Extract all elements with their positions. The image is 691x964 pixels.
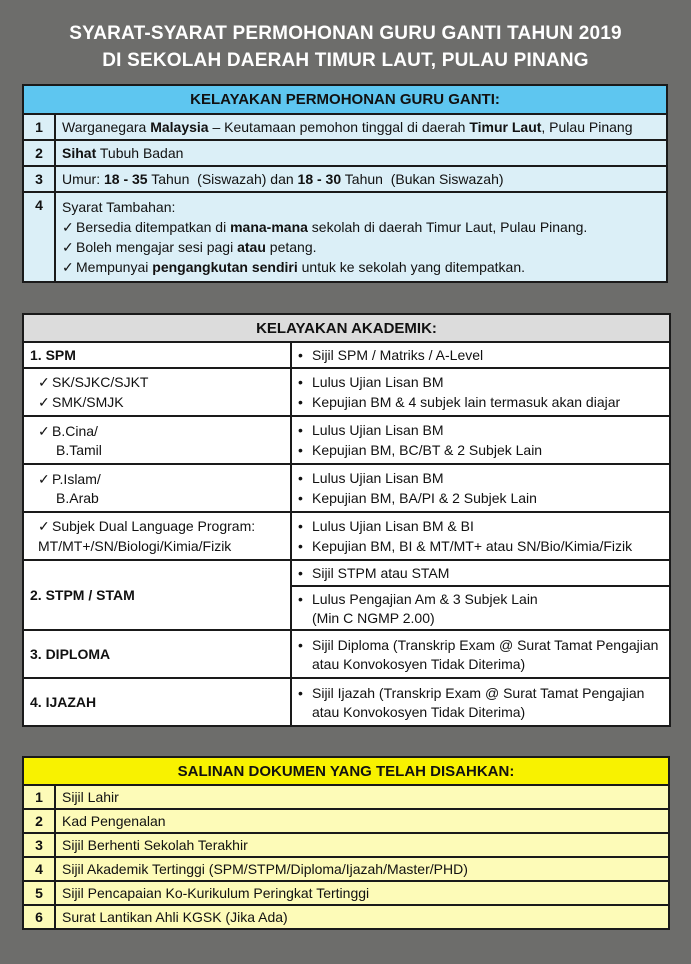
- text: Tahun (Bukan Siswazah): [341, 171, 504, 187]
- list-item: [298, 683, 663, 703]
- text: Kepujian BM, BC/BT & 2 Subjek Lain: [312, 442, 543, 458]
- bullet-icon: •: [298, 591, 303, 607]
- text: , Pulau Pinang: [541, 119, 633, 135]
- row-number: 3: [23, 166, 55, 192]
- bullet-icon: •: [298, 442, 303, 458]
- bullet-icon: •: [298, 637, 303, 653]
- text: atau Konvokosyen Tidak Diterima): [312, 656, 526, 672]
- check-icon: ✓: [38, 518, 50, 534]
- text-bold: 18 - 35: [104, 171, 148, 187]
- table-row: [23, 833, 669, 857]
- title-line-2: DI SEKOLAH DAERAH TIMUR LAUT, PULAU PINANG: [102, 50, 589, 71]
- table-row: [23, 166, 667, 192]
- stpm-label: 2. STPM / STAM: [30, 587, 135, 603]
- list-item: [298, 468, 663, 488]
- requirement-cell: [291, 512, 670, 560]
- text-bold: Sihat: [62, 145, 97, 161]
- list-item: [298, 392, 663, 412]
- check-icon: ✓: [62, 219, 74, 235]
- list-item: [298, 488, 663, 508]
- requirement-cell: [291, 464, 670, 512]
- text: untuk ke sekolah yang ditempatkan.: [297, 259, 525, 275]
- text: Kepujian BM, BA/PI & 2 Subjek Lain: [312, 490, 537, 506]
- diploma-label: 3. DIPLOMA: [30, 646, 111, 662]
- text: Tahun (Siswazah) dan: [147, 171, 298, 187]
- list-item: [38, 372, 284, 392]
- table-row: [23, 464, 670, 512]
- text: Mempunyai: [76, 259, 153, 275]
- text: B.Cina/: [52, 423, 98, 439]
- list-item: [298, 345, 663, 365]
- text: P.Islam/: [52, 471, 101, 487]
- bullet-icon: •: [298, 538, 303, 554]
- table-row: [23, 140, 667, 166]
- list-item: [62, 257, 660, 277]
- list-item: [298, 440, 663, 460]
- requirement-cell: [55, 114, 667, 140]
- text: – Keutamaan pemohon tinggal di daerah: [208, 119, 470, 135]
- bullet-icon: •: [298, 422, 303, 438]
- qualification-cell: [23, 416, 291, 464]
- bullet-icon: •: [298, 565, 303, 581]
- row-number: 6: [23, 905, 55, 929]
- row-number: 4: [23, 857, 55, 881]
- list-item: [298, 635, 663, 655]
- table-row: [23, 881, 669, 905]
- text: Sijil SPM / Matriks / A-Level: [312, 347, 484, 363]
- table-row: [23, 785, 669, 809]
- text: MT/MT+/SN/Biologi/Kimia/Fizik: [38, 538, 232, 554]
- salinan-dokumen-header: SALINAN DOKUMEN YANG TELAH DISAHKAN:: [23, 757, 669, 785]
- text: Tubuh Badan: [96, 145, 184, 161]
- row-number: 5: [23, 881, 55, 905]
- check-icon: ✓: [38, 471, 50, 487]
- text: B.Tamil: [56, 442, 102, 458]
- kelayakan-permohonan-header: KELAYAKAN PERMOHONAN GURU GANTI:: [23, 85, 667, 114]
- text: Umur:: [62, 171, 104, 187]
- table-row: [23, 857, 669, 881]
- text: Sijil Ijazah (Transkrip Exam @ Surat Tamat Pengajian: [312, 685, 645, 701]
- list-item: [298, 420, 663, 440]
- check-icon: ✓: [38, 374, 50, 390]
- list-item: [298, 589, 663, 609]
- qualification-cell: [23, 678, 291, 726]
- text: (Min C NGMP 2.00): [312, 610, 435, 626]
- text: Lulus Ujian Lisan BM: [312, 374, 444, 390]
- table-row: [23, 416, 670, 464]
- page-title: [0, 20, 691, 74]
- bullet-icon: •: [298, 685, 303, 701]
- table-row: [23, 114, 667, 140]
- list-item: [298, 372, 663, 392]
- text-bold: 18 - 30: [297, 171, 342, 187]
- document-cell: Sijil Berhenti Sekolah Terakhir: [55, 833, 669, 857]
- list-item: [38, 392, 284, 412]
- document-cell: Sijil Akademik Tertinggi (SPM/STPM/Diploma/Ijazah/Master/PHD): [55, 857, 669, 881]
- text: Bersedia ditempatkan di: [76, 219, 231, 235]
- text: SK/SJKC/SJKT: [52, 374, 149, 390]
- text: Sijil STPM atau STAM: [312, 565, 450, 581]
- row-number: 1: [23, 785, 55, 809]
- text: Lulus Pengajian Am & 3 Subjek Lain: [312, 591, 538, 607]
- text: sekolah di daerah Timur Laut, Pulau Pinang.: [307, 219, 588, 235]
- check-icon: ✓: [62, 259, 74, 275]
- document-cell: Kad Pengenalan: [55, 809, 669, 833]
- bullet-icon: •: [298, 374, 303, 390]
- table-row: [23, 342, 670, 368]
- row-number: 2: [23, 809, 55, 833]
- text: Sijil Diploma (Transkrip Exam @ Surat Tamat Pengajian: [312, 637, 659, 653]
- title-line-1: SYARAT-SYARAT PERMOHONAN GURU GANTI TAHUN 2019: [69, 23, 622, 44]
- row-number: 1: [23, 114, 55, 140]
- list-item: [62, 217, 660, 237]
- list-item: [62, 237, 660, 257]
- syarat-tambahan-heading: Syarat Tambahan:: [62, 199, 176, 215]
- row-number: 4: [23, 192, 55, 282]
- list-item: [298, 516, 663, 536]
- requirement-cell: [291, 678, 670, 726]
- bullet-icon: •: [298, 490, 303, 506]
- check-icon: ✓: [62, 239, 74, 255]
- kelayakan-akademik-table: [22, 313, 671, 727]
- text: petang.: [265, 239, 317, 255]
- requirement-cell: [291, 560, 670, 586]
- qualification-cell: [23, 342, 291, 368]
- text: Kepujian BM & 4 subjek lain termasuk akan diajar: [312, 394, 621, 410]
- document-cell: Sijil Lahir: [55, 785, 669, 809]
- qualification-cell: [23, 560, 291, 630]
- salinan-dokumen-table: [22, 756, 670, 930]
- bullet-icon: •: [298, 347, 303, 363]
- table-row: [23, 809, 669, 833]
- qualification-cell: [23, 512, 291, 560]
- requirement-cell: [55, 140, 667, 166]
- text: Lulus Ujian Lisan BM: [312, 470, 444, 486]
- bullet-icon: •: [298, 470, 303, 486]
- table-row: [23, 630, 670, 678]
- document-cell: Sijil Pencapaian Ko-Kurikulum Peringkat Tertinggi: [55, 881, 669, 905]
- qualification-cell: [23, 368, 291, 416]
- requirement-cell: [291, 630, 670, 678]
- row-number: 2: [23, 140, 55, 166]
- text-bold: Malaysia: [150, 119, 209, 135]
- text-bold: pengangkutan sendiri: [152, 259, 298, 275]
- kelayakan-akademik-header: KELAYAKAN AKADEMIK:: [23, 314, 670, 342]
- text: Kepujian BM, BI & MT/MT+ atau SN/Bio/Kimia/Fizik: [312, 538, 633, 554]
- text: B.Arab: [56, 490, 99, 506]
- bullet-icon: •: [298, 518, 303, 534]
- table-row: [23, 905, 669, 929]
- check-icon: ✓: [38, 423, 50, 439]
- requirement-cell: [291, 342, 670, 368]
- list-item: [298, 563, 663, 583]
- document-cell: Surat Lantikan Ahli KGSK (Jika Ada): [55, 905, 669, 929]
- list-item: [38, 516, 284, 536]
- requirement-cell: [291, 368, 670, 416]
- text-bold: atau: [237, 239, 266, 255]
- check-icon: ✓: [38, 394, 50, 410]
- text: SMK/SMJK: [52, 394, 124, 410]
- text: Boleh mengajar sesi pagi: [76, 239, 238, 255]
- requirement-cell: [291, 586, 670, 630]
- requirement-cell: [55, 166, 667, 192]
- qualification-cell: [23, 464, 291, 512]
- ijazah-label: 4. IJAZAH: [30, 694, 97, 710]
- spm-label: 1. SPM: [30, 347, 76, 363]
- text: Warganegara: [62, 119, 151, 135]
- requirement-cell: [291, 416, 670, 464]
- list-item: [38, 469, 284, 489]
- text: Lulus Ujian Lisan BM & BI: [312, 518, 474, 534]
- text: atau Konvokosyen Tidak Diterima): [312, 704, 526, 720]
- row-number: 3: [23, 833, 55, 857]
- text: Subjek Dual Language Program:: [52, 518, 256, 534]
- kelayakan-permohonan-table: [22, 84, 668, 283]
- bullet-icon: •: [298, 394, 303, 410]
- requirement-cell: [55, 192, 667, 282]
- table-row: [23, 512, 670, 560]
- list-item: [38, 421, 284, 441]
- table-row: [23, 368, 670, 416]
- table-row: [23, 560, 670, 586]
- qualification-cell: [23, 630, 291, 678]
- table-row: [23, 678, 670, 726]
- table-row: [23, 192, 667, 282]
- text-bold: mana-mana: [230, 219, 308, 235]
- list-item: [298, 536, 663, 556]
- text-bold: Timur Laut: [469, 119, 542, 135]
- text: Lulus Ujian Lisan BM: [312, 422, 444, 438]
